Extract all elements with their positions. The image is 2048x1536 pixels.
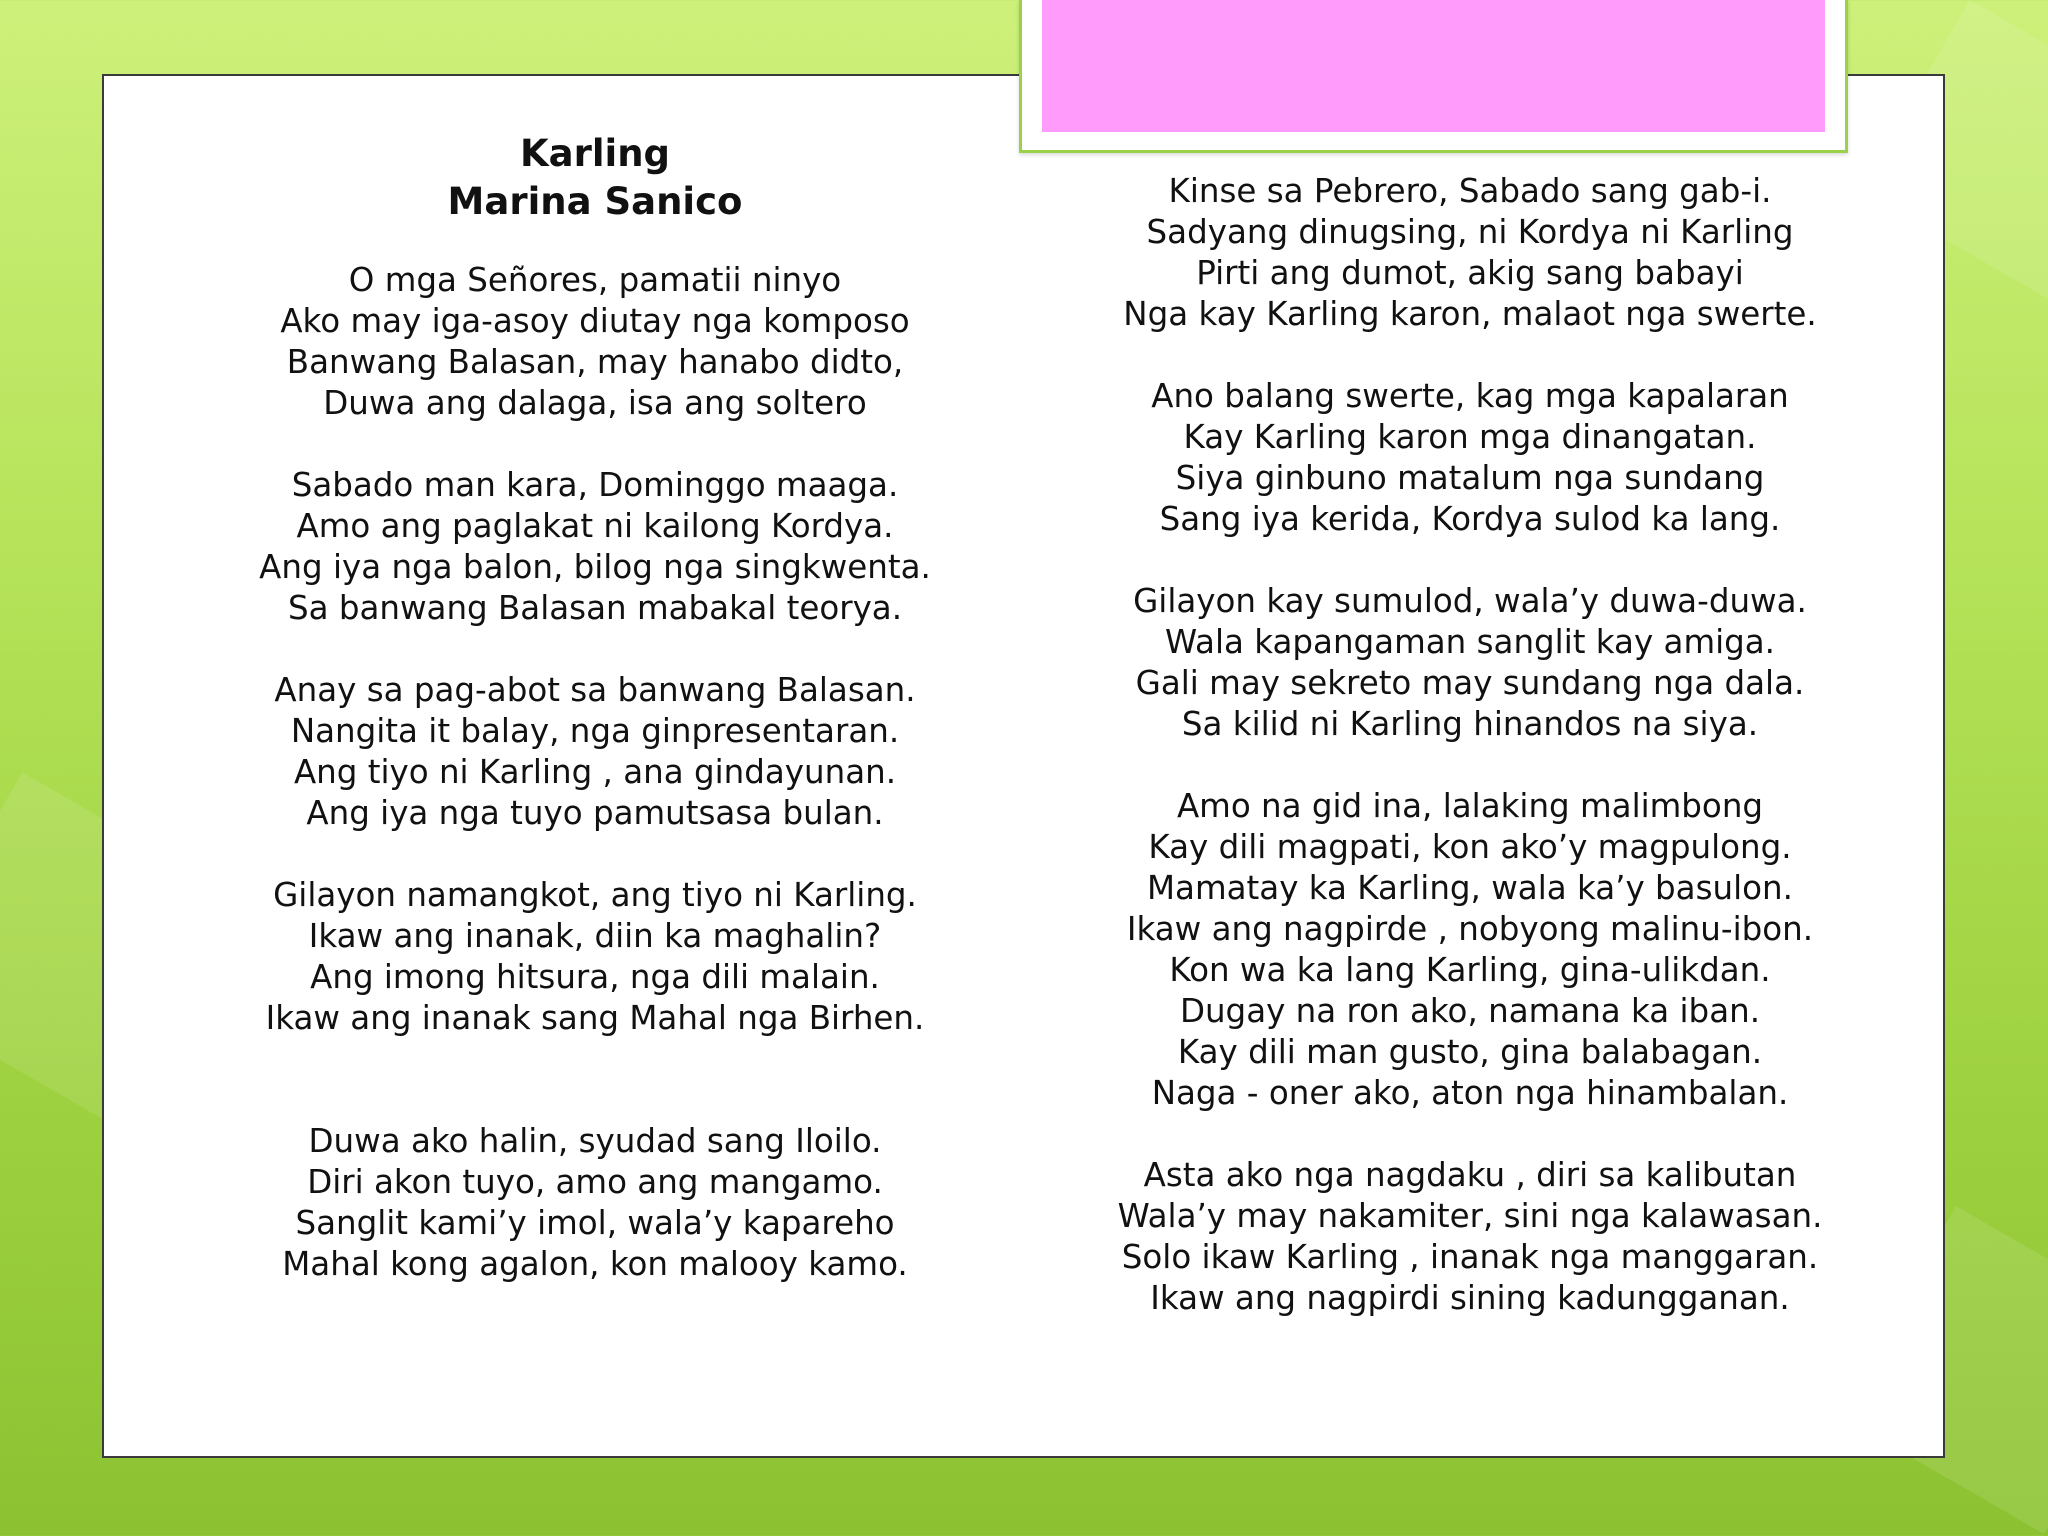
poem-line: Dugay na ron ako, namana ka iban. [1179, 992, 1761, 1030]
stanza [145, 670, 1045, 834]
poem-line: Gilayon kay sumulod, wala’y duwa-duwa. [1133, 582, 1807, 620]
poem-line: Kon wa ka lang Karling, gina-ulikdan. [1169, 951, 1771, 989]
poem-line: Ang tiyo ni Karling , ana gindayunan. [293, 753, 897, 791]
poem-line: Sabado man kara, Dominggo maaga. [291, 466, 899, 504]
poem-line: Solo ikaw Karling , inanak nga manggaran. [1121, 1238, 1819, 1276]
poem-line: Nga kay Karling karon, malaot nga swerte. [1123, 295, 1817, 333]
poem-line: Diri akon tuyo, amo ang mangamo. [307, 1163, 883, 1201]
poem-line: Mahal kong agalon, kon malooy kamo. [282, 1245, 908, 1283]
poem-line: Sa kilid ni Karling hinandos na siya. [1181, 705, 1759, 743]
poem-line: Duwa ako halin, syudad sang Iloilo. [308, 1122, 882, 1160]
poem-line: Mamatay ka Karling, wala ka’y basulon. [1147, 869, 1793, 907]
poem-line: Kay Karling karon mga dinangatan. [1183, 418, 1757, 456]
poem-line: Amo na gid ina, lalaking malimbong [1176, 787, 1764, 825]
poem-line: Ikaw ang nagpirde , nobyong malinu-ibon. [1126, 910, 1814, 948]
poem-left-column [145, 130, 1045, 1285]
poem-line: Sang iya kerida, Kordya sulod ka lang. [1159, 500, 1781, 538]
stanza [1020, 376, 1920, 540]
poem-line: Anay sa pag-abot sa banwang Balasan. [274, 671, 916, 709]
poem-line: Ikaw ang nagpirdi sining kadungganan. [1150, 1279, 1790, 1317]
poem-line: Sa banwang Balasan mabakal teorya. [287, 589, 903, 627]
stanza [145, 1121, 1045, 1285]
poem-line: Pirti ang dumot, akig sang babayi [1196, 254, 1744, 292]
stanza [1020, 171, 1920, 335]
poem-line: Kay dili man gusto, gina balabagan. [1177, 1033, 1763, 1071]
poem-line: Amo ang paglakat ni kailong Kordya. [296, 507, 894, 545]
slide-title-placeholder [1019, 0, 1848, 153]
poem-line: Gali may sekreto may sundang nga dala. [1135, 664, 1805, 702]
poem-line: Wala’y may nakamiter, sini nga kalawasan. [1117, 1197, 1823, 1235]
stanza [145, 260, 1045, 424]
poem-line: Kinse sa Pebrero, Sabado sang gab-i. [1168, 172, 1772, 210]
poem-line: Ang iya nga tuyo pamutsasa bulan. [306, 794, 884, 832]
poem-line: Sanglit kami’y imol, wala’y kapareho [295, 1204, 895, 1242]
poem-line: Ang imong hitsura, nga dili malain. [310, 958, 880, 996]
poem-title: Karling [519, 132, 671, 175]
poem-line: Siya ginbuno matalum nga sundang [1175, 459, 1765, 497]
title-placeholder-fill [1042, 0, 1825, 132]
stanza [1020, 581, 1920, 745]
poem-line: Banwang Balasan, may hanabo didto, [286, 343, 904, 381]
poem-line: Ang iya nga balon, bilog nga singkwenta. [259, 548, 931, 586]
poem-author: Marina Sanico [447, 180, 743, 223]
poem-line: Wala kapangaman sanglit kay amiga. [1164, 623, 1776, 661]
stanza [145, 465, 1045, 629]
poem-line: Sadyang dinugsing, ni Kordya ni Karling [1146, 213, 1794, 251]
poem-line: Gilayon namangkot, ang tiyo ni Karling. [273, 876, 917, 914]
stanza [1020, 786, 1920, 1114]
stanza [145, 875, 1045, 1039]
poem-right-column [1020, 171, 1920, 1319]
poem-line: Ako may iga-asoy diutay nga komposo [280, 302, 910, 340]
poem-line: Asta ako nga nagdaku , diri sa kalibutan [1143, 1156, 1797, 1194]
poem-line: Duwa ang dalaga, isa ang soltero [323, 384, 867, 422]
poem-line: Ano balang swerte, kag mga kapalaran [1151, 377, 1789, 415]
poem-line: Ikaw ang inanak, diin ka maghalin? [308, 917, 882, 955]
poem-line: Ikaw ang inanak sang Mahal nga Birhen. [265, 999, 925, 1037]
poem-line: Naga - oner ako, aton nga hinambalan. [1151, 1074, 1789, 1112]
poem-line: Kay dili magpati, kon ako’y magpulong. [1148, 828, 1792, 866]
poem-line: O mga Señores, pamatii ninyo [348, 261, 842, 299]
poem-line: Nangita it balay, nga ginpresentaran. [290, 712, 900, 750]
stanza [1020, 1155, 1920, 1319]
